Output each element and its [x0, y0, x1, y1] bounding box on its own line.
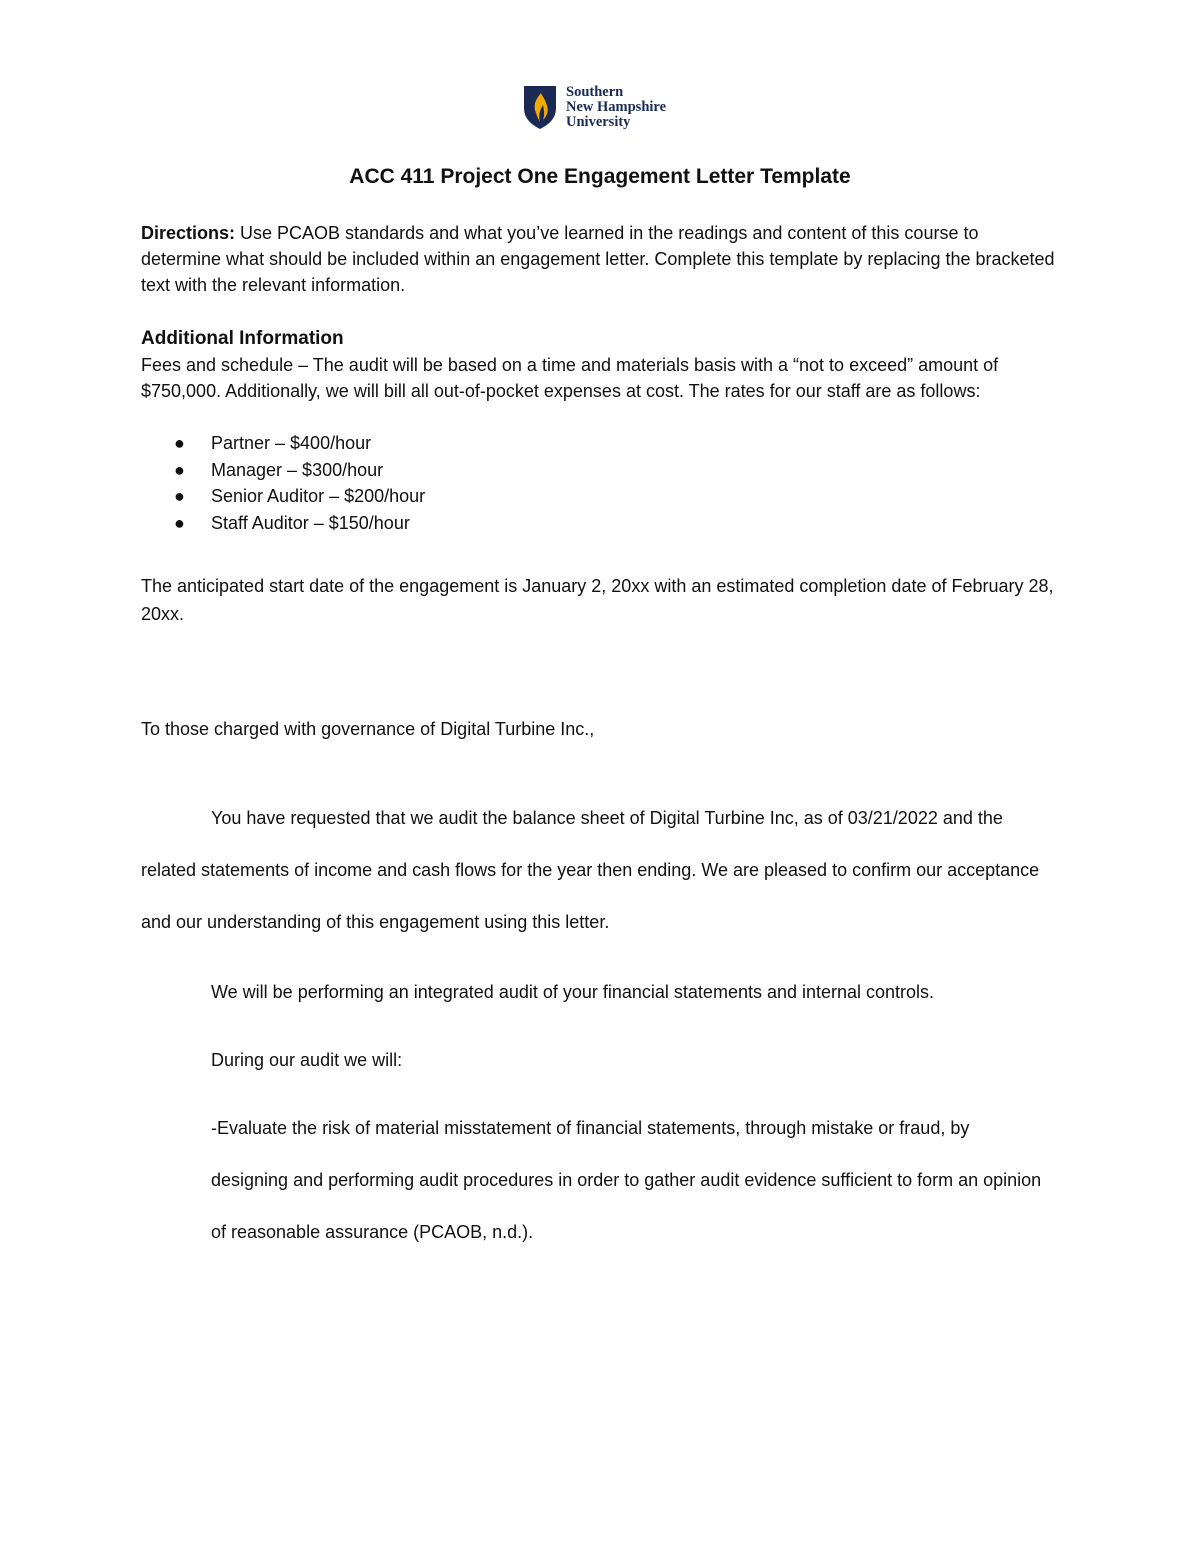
bullet-icon: ● [174, 486, 185, 506]
directions-paragraph [141, 220, 1061, 298]
list-item [141, 510, 425, 537]
letter-paragraph-integrated-audit: We will be performing an integrated audit of your financial statements and internal controls. [211, 982, 935, 1002]
engagement-dates-paragraph: The anticipated start date of the engagement is January 2, 20xx with an estimated completion date of February 28, 20xx. [141, 576, 1054, 624]
list-item [141, 483, 425, 510]
letter-paragraph-request: You have requested that we audit the balance sheet of Digital Turbine Inc, as of 03/21/2022 and the related statements of income and cash flows for the year then ending. We are pleased to confirm our acceptance and our understanding of this engagement using this letter. [141, 808, 1040, 932]
rate-partner: Partner – $400/hour [211, 433, 372, 453]
directions-text: Use PCAOB standards and what you’ve learned in the readings and content of this course to determine what should be included within an engagement letter. Complete this template by replacing the bracketed text with the relevant information. [141, 223, 1055, 295]
list-item [141, 457, 425, 484]
logo-wordmark [566, 85, 666, 130]
letter-salutation: To those charged with governance of Digital Turbine Inc., [141, 719, 595, 739]
additional-info-heading: Additional Information [141, 328, 344, 349]
bullet-icon: ● [174, 459, 185, 480]
rate-manager: Manager – $300/hour [211, 459, 384, 480]
bullet-icon: ● [174, 512, 185, 533]
fees-paragraph: Fees and schedule – The audit will be based on a time and materials basis with a “not to exceed” amount of $750,000. Additionally, we will bill all out-of-pocket expenses at cost. The rates for our staff are as follows: [141, 355, 999, 401]
letter-paragraph-evaluate-risk: -Evaluate the risk of material misstatement of financial statements, through mistake or fraud, by designing and performing audit procedures in order to gather audit evidence sufficient to form an opinion of reasonable assurance (PCAOB, n.d.). [211, 1118, 1042, 1242]
bullet-icon: ● [174, 433, 185, 453]
directions-label: Directions: [141, 223, 236, 243]
logo-line-1: Southern [566, 83, 624, 100]
page-title: ACC 411 Project One Engagement Letter Template [349, 165, 851, 188]
rate-senior-auditor: Senior Auditor – $200/hour [211, 486, 426, 506]
logo-line-3: University [566, 113, 631, 130]
university-logo [522, 84, 666, 130]
shield-flame-icon [522, 84, 558, 130]
letter-paragraph-during-audit: During our audit we will: [211, 1050, 403, 1070]
rate-staff-auditor: Staff Auditor – $150/hour [211, 512, 410, 533]
list-item [141, 430, 425, 457]
staff-rates-list [141, 430, 425, 536]
logo-line-2: New Hampshire [566, 98, 667, 115]
